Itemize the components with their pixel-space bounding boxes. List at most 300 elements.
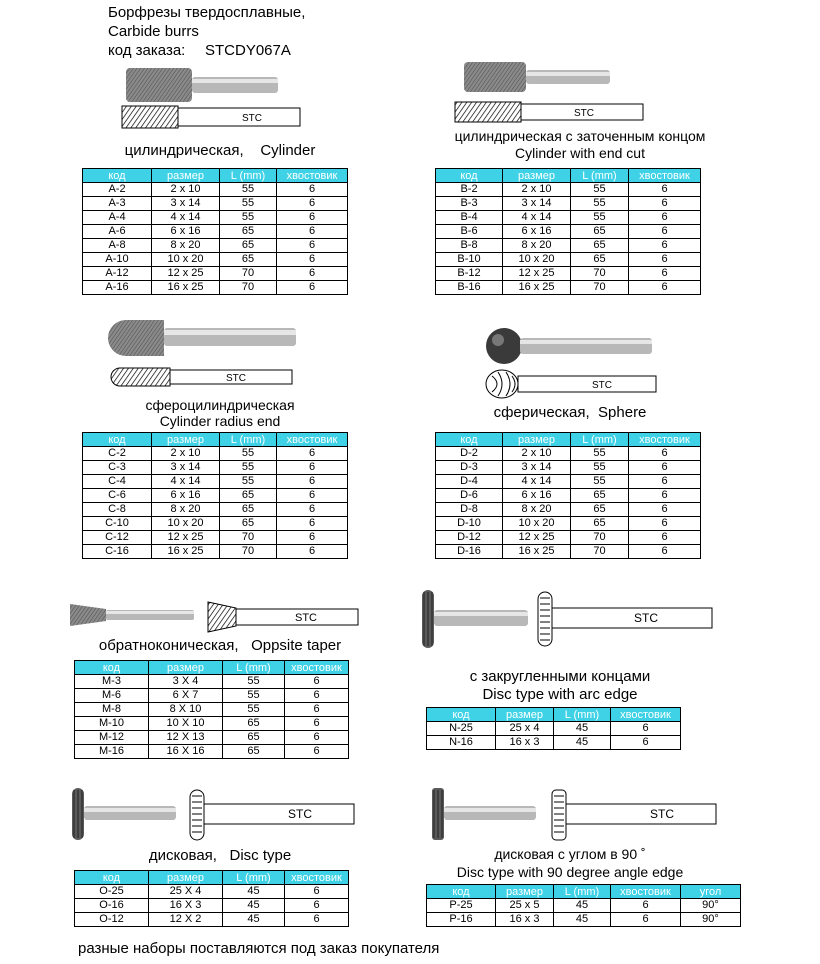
column-header: хвостовик <box>277 169 348 183</box>
table-row <box>83 239 348 253</box>
table-cell: D-3 <box>436 461 503 475</box>
caption-n-en: Disc type with arc edge <box>482 686 638 703</box>
table-cell: B-10 <box>436 253 503 267</box>
table-cell: 70 <box>220 531 277 545</box>
column-header: размер <box>152 169 220 183</box>
table-cell: C-4 <box>83 475 152 489</box>
table-cell: 90° <box>681 913 741 927</box>
table-cell: 6 X 7 <box>149 689 223 703</box>
table-cell: 3 x 14 <box>152 461 220 475</box>
table-cell: B-12 <box>436 267 503 281</box>
table-cell: 6 <box>277 225 348 239</box>
table-cell: 6 <box>611 899 681 913</box>
table-cell: 10 x 20 <box>152 517 220 531</box>
table-cell: 65 <box>220 239 277 253</box>
table-cell: 6 <box>277 239 348 253</box>
table-row <box>436 517 701 531</box>
table-cell: 2 x 10 <box>503 447 571 461</box>
table-row <box>83 253 348 267</box>
table-cell: C-2 <box>83 447 152 461</box>
table-cell: 45 <box>223 899 285 913</box>
column-header: код <box>83 169 152 183</box>
table-row <box>83 545 348 559</box>
table-cell: M-12 <box>75 731 149 745</box>
caption-c-en: Cylinder radius end <box>159 413 281 429</box>
column-header: размер <box>496 708 554 722</box>
table-cell: C-12 <box>83 531 152 545</box>
table-cell: 45 <box>554 722 611 736</box>
table-row <box>436 531 701 545</box>
table-cell: 6 <box>629 197 701 211</box>
table-cell: A-10 <box>83 253 152 267</box>
table-row <box>83 461 348 475</box>
table-cell: 65 <box>220 225 277 239</box>
table-cell: 6 <box>285 689 349 703</box>
table-cell: D-10 <box>436 517 503 531</box>
table-cell: 55 <box>223 703 285 717</box>
table-cell: 45 <box>223 913 285 927</box>
brand-label: STC <box>650 807 674 821</box>
table-row <box>436 239 701 253</box>
table-cell: 65 <box>223 717 285 731</box>
brand-label: STC <box>574 108 594 119</box>
table-cell: 16 X 3 <box>149 899 223 913</box>
table-cell: A-8 <box>83 239 152 253</box>
order-label: код заказа: <box>108 42 186 59</box>
cylinder-radius-burr-illustration <box>106 316 306 390</box>
table-cell: 25 X 4 <box>149 885 223 899</box>
column-header: код <box>427 885 496 899</box>
disc-90-degree-burr-illustration <box>426 786 726 844</box>
caption-p-ru: дисковая с углом в 90 ˚ <box>494 846 646 862</box>
table-cell: D-6 <box>436 489 503 503</box>
table-row <box>83 183 348 197</box>
table-cell: M-10 <box>75 717 149 731</box>
table-cell: 65 <box>220 503 277 517</box>
column-header: хвостовик <box>277 433 348 447</box>
table-cell: 4 x 14 <box>152 475 220 489</box>
table-row <box>75 703 349 717</box>
spec-table-d <box>435 432 701 559</box>
table-cell: 55 <box>223 675 285 689</box>
table-cell: 55 <box>220 461 277 475</box>
column-header: размер <box>149 871 223 885</box>
table-cell: 6 <box>277 197 348 211</box>
table-cell: 8 x 20 <box>152 239 220 253</box>
table-cell: 70 <box>571 545 629 559</box>
table-row <box>75 913 349 927</box>
spec-table-n <box>426 707 681 750</box>
table-cell: 12 X 2 <box>149 913 223 927</box>
column-header: размер <box>152 433 220 447</box>
table-row <box>83 281 348 295</box>
table-cell: 3 x 14 <box>503 461 571 475</box>
table-cell: 2 x 10 <box>152 183 220 197</box>
title-en: Carbide burrs <box>108 23 199 40</box>
table-cell: 3 x 14 <box>152 197 220 211</box>
table-cell: 6 <box>277 267 348 281</box>
column-header: угол <box>681 885 741 899</box>
table-cell: 70 <box>220 545 277 559</box>
table-cell: 65 <box>571 239 629 253</box>
table-cell: 65 <box>571 489 629 503</box>
table-row <box>75 675 349 689</box>
column-header: размер <box>503 433 571 447</box>
table-row <box>436 489 701 503</box>
table-cell: O-25 <box>75 885 149 899</box>
caption-n-ru: с закругленными концами <box>469 668 651 685</box>
spec-table-m <box>74 660 349 759</box>
table-row <box>436 545 701 559</box>
table-cell: 65 <box>220 489 277 503</box>
table-cell: 55 <box>571 197 629 211</box>
table-cell: 70 <box>220 267 277 281</box>
table-cell: 6 <box>285 913 349 927</box>
table-cell: 55 <box>571 447 629 461</box>
table-row <box>83 531 348 545</box>
table-cell: D-4 <box>436 475 503 489</box>
table-cell: 10 x 20 <box>152 253 220 267</box>
column-header: код <box>436 433 503 447</box>
table-cell: M-3 <box>75 675 149 689</box>
table-cell: 65 <box>571 517 629 531</box>
table-cell: A-6 <box>83 225 152 239</box>
table-row <box>436 475 701 489</box>
spec-table-a <box>82 168 348 295</box>
table-cell: 10 X 10 <box>149 717 223 731</box>
table-cell: 12 x 25 <box>152 267 220 281</box>
table-cell: A-2 <box>83 183 152 197</box>
table-cell: 6 <box>611 722 681 736</box>
table-cell: 6 <box>285 885 349 899</box>
spec-table-c <box>82 432 348 559</box>
table-cell: O-16 <box>75 899 149 913</box>
table-cell: P-25 <box>427 899 496 913</box>
caption-b-ru: цилиндрическая с заточенным концом <box>454 128 706 144</box>
column-header: хвостовик <box>629 433 701 447</box>
table-cell: B-2 <box>436 183 503 197</box>
table-cell: 6 <box>629 253 701 267</box>
spec-table-b <box>435 168 701 295</box>
brand-label: STC <box>226 373 246 384</box>
table-row <box>436 461 701 475</box>
table-cell: 6 x 16 <box>152 489 220 503</box>
caption-c-ru: сфероцилиндрическая <box>145 397 295 413</box>
table-row <box>75 885 349 899</box>
table-cell: 55 <box>220 197 277 211</box>
table-cell: 8 x 20 <box>503 503 571 517</box>
column-header: код <box>83 433 152 447</box>
table-row <box>436 267 701 281</box>
table-cell: 6 <box>285 899 349 913</box>
column-header: L (mm) <box>571 433 629 447</box>
table-cell: 70 <box>571 267 629 281</box>
column-header: код <box>436 169 503 183</box>
table-cell: 6 <box>285 703 349 717</box>
table-cell: 90° <box>681 899 741 913</box>
table-cell: 16 x 25 <box>152 281 220 295</box>
table-cell: 12 x 25 <box>152 531 220 545</box>
table-row <box>83 267 348 281</box>
caption-m: обратноконическая, Oppsite taper <box>98 637 342 654</box>
table-cell: C-10 <box>83 517 152 531</box>
table-cell: D-8 <box>436 503 503 517</box>
table-cell: 16 X 16 <box>149 745 223 759</box>
title-ru: Борфрезы твердосплавные, <box>108 4 306 21</box>
table-cell: 16 x 25 <box>503 281 571 295</box>
table-cell: D-12 <box>436 531 503 545</box>
table-cell: B-6 <box>436 225 503 239</box>
table-cell: 16 x 3 <box>496 913 554 927</box>
footer-note: разные наборы поставляются под заказ покупателя <box>78 940 440 957</box>
table-cell: 6 <box>611 913 681 927</box>
table-cell: 16 x 25 <box>152 545 220 559</box>
table-row <box>436 447 701 461</box>
table-row <box>75 745 349 759</box>
table-cell: 6 x 16 <box>503 489 571 503</box>
table-cell: 6 <box>277 183 348 197</box>
table-cell: 45 <box>554 899 611 913</box>
table-cell: 45 <box>554 736 611 750</box>
table-cell: 65 <box>220 253 277 267</box>
table-cell: 12 x 25 <box>503 531 571 545</box>
table-cell: 70 <box>220 281 277 295</box>
table-cell: A-16 <box>83 281 152 295</box>
table-row <box>436 225 701 239</box>
column-header: хвостовик <box>285 661 349 675</box>
column-header: L (mm) <box>220 433 277 447</box>
table-cell: 6 <box>285 717 349 731</box>
sphere-burr-illustration <box>480 326 660 400</box>
table-cell: N-25 <box>427 722 496 736</box>
column-header: код <box>427 708 496 722</box>
table-cell: 2 x 10 <box>152 447 220 461</box>
table-row <box>83 447 348 461</box>
table-cell: 65 <box>571 503 629 517</box>
table-row <box>83 475 348 489</box>
table-cell: 6 <box>277 281 348 295</box>
disc-arc-edge-burr-illustration <box>406 588 716 652</box>
table-cell: 65 <box>220 517 277 531</box>
table-cell: 6 <box>629 183 701 197</box>
table-cell: 45 <box>223 885 285 899</box>
table-cell: 65 <box>223 745 285 759</box>
table-cell: 65 <box>571 253 629 267</box>
table-cell: 4 x 14 <box>152 211 220 225</box>
table-cell: 25 x 5 <box>496 899 554 913</box>
brand-label: STC <box>288 807 312 821</box>
table-cell: 4 x 14 <box>503 211 571 225</box>
table-cell: 6 <box>277 531 348 545</box>
table-row <box>436 503 701 517</box>
table-row <box>75 899 349 913</box>
table-cell: C-6 <box>83 489 152 503</box>
table-row <box>436 281 701 295</box>
column-header: хвостовик <box>611 708 681 722</box>
table-cell: 65 <box>571 225 629 239</box>
table-cell: 6 <box>285 675 349 689</box>
table-cell: 6 <box>277 475 348 489</box>
table-cell: 6 <box>277 545 348 559</box>
caption-d: сферическая, Sphere <box>493 404 647 421</box>
table-cell: 8 x 20 <box>503 239 571 253</box>
table-row <box>75 731 349 745</box>
column-header: хвостовик <box>285 871 349 885</box>
table-row <box>427 722 681 736</box>
column-header: L (mm) <box>554 708 611 722</box>
table-cell: 55 <box>220 447 277 461</box>
brand-label: STC <box>295 612 317 624</box>
table-cell: 25 x 4 <box>496 722 554 736</box>
column-header: хвостовик <box>611 885 681 899</box>
table-row <box>83 211 348 225</box>
table-row <box>436 211 701 225</box>
column-header: размер <box>503 169 571 183</box>
table-row <box>436 253 701 267</box>
caption-b-en: Cylinder with end cut <box>515 145 645 161</box>
table-cell: 6 <box>629 503 701 517</box>
table-cell: C-8 <box>83 503 152 517</box>
table-cell: 4 x 14 <box>503 475 571 489</box>
table-cell: N-16 <box>427 736 496 750</box>
table-cell: 16 x 25 <box>503 545 571 559</box>
table-cell: 6 <box>629 461 701 475</box>
table-cell: 55 <box>571 475 629 489</box>
table-cell: 16 x 3 <box>496 736 554 750</box>
column-header: хвостовик <box>629 169 701 183</box>
table-cell: 55 <box>220 211 277 225</box>
table-cell: 65 <box>223 731 285 745</box>
table-cell: 8 x 20 <box>152 503 220 517</box>
table-cell: 6 <box>629 489 701 503</box>
table-cell: C-3 <box>83 461 152 475</box>
table-cell: 6 <box>277 447 348 461</box>
table-cell: M-16 <box>75 745 149 759</box>
spec-table-p <box>426 884 741 927</box>
table-cell: 70 <box>571 531 629 545</box>
table-cell: 6 <box>285 731 349 745</box>
table-cell: D-16 <box>436 545 503 559</box>
table-cell: 55 <box>571 211 629 225</box>
table-cell: 10 x 20 <box>503 253 571 267</box>
table-cell: 8 X 10 <box>149 703 223 717</box>
table-cell: 6 <box>629 531 701 545</box>
cylinder-end-cut-burr-illustration <box>452 60 652 126</box>
table-cell: M-8 <box>75 703 149 717</box>
table-cell: 2 x 10 <box>503 183 571 197</box>
table-cell: 6 <box>629 447 701 461</box>
column-header: код <box>75 661 149 675</box>
table-cell: 6 x 16 <box>503 225 571 239</box>
table-row <box>83 517 348 531</box>
table-cell: 55 <box>220 183 277 197</box>
table-cell: 6 <box>629 225 701 239</box>
table-cell: 55 <box>223 689 285 703</box>
table-row <box>83 489 348 503</box>
table-row <box>436 197 701 211</box>
table-cell: P-16 <box>427 913 496 927</box>
table-row <box>436 183 701 197</box>
table-cell: 10 x 20 <box>503 517 571 531</box>
column-header: L (mm) <box>223 661 285 675</box>
table-cell: B-4 <box>436 211 503 225</box>
table-cell: 12 X 13 <box>149 731 223 745</box>
table-cell: A-4 <box>83 211 152 225</box>
column-header: код <box>75 871 149 885</box>
table-cell: 6 <box>277 211 348 225</box>
table-cell: 55 <box>571 461 629 475</box>
brand-label: STC <box>592 380 612 391</box>
column-header: размер <box>149 661 223 675</box>
table-cell: 6 <box>629 475 701 489</box>
table-cell: B-16 <box>436 281 503 295</box>
table-row <box>427 899 741 913</box>
table-cell: 6 <box>277 489 348 503</box>
table-cell: 6 <box>277 517 348 531</box>
table-cell: 6 <box>629 281 701 295</box>
table-cell: 3 x 14 <box>503 197 571 211</box>
cylinder-burr-illustration <box>120 66 320 130</box>
table-cell: 6 <box>611 736 681 750</box>
table-cell: 6 <box>285 745 349 759</box>
table-cell: 55 <box>220 475 277 489</box>
brand-label: STC <box>242 113 262 124</box>
table-cell: A-3 <box>83 197 152 211</box>
caption-p-en: Disc type with 90 degree angle edge <box>456 864 684 880</box>
column-header: L (mm) <box>571 169 629 183</box>
table-cell: 70 <box>571 281 629 295</box>
table-cell: 6 <box>629 267 701 281</box>
column-header: L (mm) <box>220 169 277 183</box>
table-cell: 6 x 16 <box>152 225 220 239</box>
column-header: L (mm) <box>554 885 611 899</box>
table-row <box>75 689 349 703</box>
table-row <box>427 736 681 750</box>
table-cell: O-12 <box>75 913 149 927</box>
table-cell: 6 <box>277 503 348 517</box>
table-row <box>83 225 348 239</box>
table-cell: C-16 <box>83 545 152 559</box>
table-row <box>427 913 741 927</box>
table-cell: 12 x 25 <box>503 267 571 281</box>
table-row <box>83 503 348 517</box>
table-cell: 45 <box>554 913 611 927</box>
table-cell: 6 <box>629 239 701 253</box>
table-cell: A-12 <box>83 267 152 281</box>
column-header: L (mm) <box>223 871 285 885</box>
table-row <box>75 717 349 731</box>
table-cell: 6 <box>629 211 701 225</box>
table-cell: 6 <box>629 545 701 559</box>
column-header: размер <box>496 885 554 899</box>
disc-burr-illustration <box>66 786 366 844</box>
brand-label: STC <box>634 611 658 625</box>
opposite-taper-burr-illustration <box>66 598 366 638</box>
table-cell: D-2 <box>436 447 503 461</box>
table-cell: 3 X 4 <box>149 675 223 689</box>
caption-a: цилиндрическая, Cylinder <box>124 142 316 159</box>
table-cell: 6 <box>629 517 701 531</box>
order-code: STCDY067A <box>205 42 291 59</box>
caption-o: дисковая, Disc type <box>148 847 292 864</box>
spec-table-o <box>74 870 349 927</box>
table-cell: 6 <box>277 253 348 267</box>
table-cell: 55 <box>571 183 629 197</box>
table-cell: B-8 <box>436 239 503 253</box>
table-cell: B-3 <box>436 197 503 211</box>
table-cell: 6 <box>277 461 348 475</box>
table-row <box>83 197 348 211</box>
